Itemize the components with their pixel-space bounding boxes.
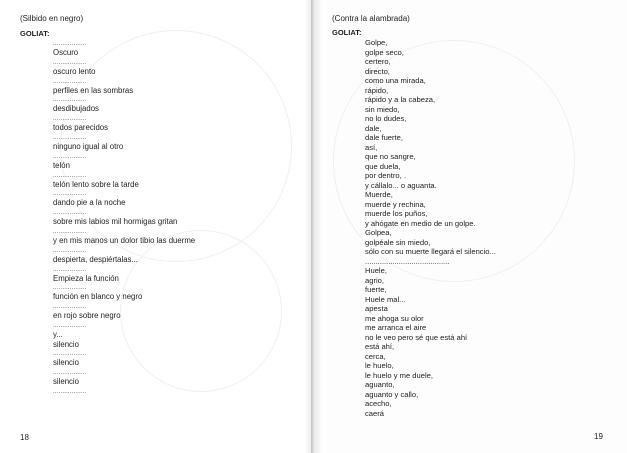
verse-line: todos parecidos xyxy=(53,123,109,133)
verse-line: sin miedo, xyxy=(365,104,400,114)
dotted-line: .................. xyxy=(53,350,87,357)
verse-line: sólo con su muerte llegará el silencio... xyxy=(365,247,496,256)
verse-line: golpe seco, xyxy=(365,47,404,57)
dotted-line: .................. xyxy=(53,41,87,47)
verse-line: silencio xyxy=(53,339,80,349)
verse-item xyxy=(53,60,293,79)
verse-item xyxy=(53,154,293,173)
verse-line: silencio xyxy=(53,376,80,386)
verse-line: y en mis manos un dolor tibio las duerme xyxy=(53,235,196,245)
verse-item xyxy=(53,116,293,135)
verse-line: agrio, xyxy=(365,275,384,285)
dotted-line: .................. xyxy=(53,266,87,273)
verse-line: directo, xyxy=(365,66,390,76)
right-page-verses xyxy=(365,38,605,418)
right-page-header: (Contra la alambrada) xyxy=(332,14,410,23)
verse-line: caerá xyxy=(365,408,384,418)
verse-line: rápido, xyxy=(365,85,389,95)
verse-item xyxy=(53,389,293,408)
verse-line: que no sangre, xyxy=(365,152,416,161)
verse-item xyxy=(53,79,293,98)
left-page-number: 18 xyxy=(20,433,29,442)
dotted-line: .................. xyxy=(53,285,87,292)
dotted-line: .................. xyxy=(53,210,87,217)
verse-line: Golpe, xyxy=(365,38,388,47)
verse-item xyxy=(53,135,293,154)
verse-item xyxy=(53,304,293,323)
verse-line: así, xyxy=(365,142,378,152)
verse-line: silencio xyxy=(53,357,80,367)
verse-line: aguanto, xyxy=(365,380,395,389)
verse-item xyxy=(53,323,293,351)
book-gutter xyxy=(304,0,322,453)
verse-item xyxy=(53,173,293,192)
verse-line: no le veo pero sé que está ahí xyxy=(365,332,468,342)
verse-line: y ahógate en medio de un golpe. xyxy=(365,218,476,228)
dotted-line: .................. xyxy=(53,304,87,311)
dotted-line: .................. xyxy=(53,153,87,160)
verse-line: despierta, despiértalas... xyxy=(53,254,138,264)
verse-line: desdibujados xyxy=(53,104,99,114)
dotted-line: .................. xyxy=(53,78,87,85)
dotted-line: .................. xyxy=(53,247,87,254)
verse-line: dale fuerte, xyxy=(365,133,403,142)
verse-item xyxy=(53,267,293,286)
verse-line: certero, xyxy=(365,57,391,66)
verse-line: y cállalo... o aguanta. xyxy=(365,180,437,190)
dotted-line: .................. xyxy=(53,172,87,179)
verse-item xyxy=(53,285,293,304)
verse-line: Empieza la función xyxy=(53,273,119,283)
verse-line: dando pie a la noche xyxy=(53,198,126,208)
verse-line: Huele, xyxy=(365,266,387,275)
verse-line: Muerde, xyxy=(365,190,393,199)
dotted-line: .................. xyxy=(53,228,87,235)
verse-line: apesta xyxy=(365,304,388,313)
verse-line: acecho, xyxy=(365,399,392,408)
verse-line: me ahoga su olor xyxy=(365,313,424,323)
dotted-line: .................. xyxy=(53,388,87,395)
verse-line: oscuro lento xyxy=(53,66,96,76)
verse-item xyxy=(53,229,293,248)
right-page-number: 19 xyxy=(594,432,603,441)
verse-line: Huele mal... xyxy=(365,294,406,304)
left-page-header: (Silbido en negro) xyxy=(20,14,84,23)
left-page-speaker: GOLIAT: xyxy=(20,29,50,38)
verse-line: muerde los puños, xyxy=(365,209,428,218)
verse-line: le huelo y me duele, xyxy=(365,370,433,380)
right-page-speaker: GOLIAT: xyxy=(332,28,362,37)
dotted-line: .................. xyxy=(53,116,87,123)
dotted-line: .................. xyxy=(53,369,87,376)
verse-line: perfiles en las sombras xyxy=(53,85,134,95)
verse-item xyxy=(53,191,293,210)
verse-line: ninguno igual al otro xyxy=(53,141,124,151)
dotted-line: .................. xyxy=(53,191,87,198)
verse-line: como una mirada, xyxy=(365,76,426,85)
verse-line: Golpea, xyxy=(365,228,392,237)
verse-line: por dentro, . xyxy=(365,171,406,180)
verse-line: función en blanco y negro xyxy=(53,292,143,302)
verse-line: está ahí, xyxy=(365,342,395,351)
verse-line: y... xyxy=(53,329,63,339)
verse-item xyxy=(53,248,293,267)
verse-line: rápido y a la cabeza, xyxy=(365,95,436,104)
verse-item xyxy=(53,210,293,229)
verse-line: cerca, xyxy=(365,351,386,361)
dotted-line: .................. xyxy=(53,59,87,66)
verse-item xyxy=(53,41,293,60)
verse-line: fuerte, xyxy=(365,285,387,294)
verse-line: telón xyxy=(53,160,70,170)
verse-line: que duela, xyxy=(365,161,401,171)
verse-item xyxy=(53,351,293,370)
verse-line: en rojo sobre negro xyxy=(53,311,121,321)
dotted-line: .................. xyxy=(53,97,87,104)
verse-line: sobre mis labios mil hormigas gritan xyxy=(53,217,178,227)
verse-line: telón lento sobre la tarde xyxy=(53,179,139,189)
dotted-line: .................. xyxy=(53,322,87,329)
verse-line: dale, xyxy=(365,123,382,133)
verse-item xyxy=(53,97,293,116)
dotted-line: .................. xyxy=(53,134,87,141)
left-page-verses xyxy=(53,41,293,407)
verse-line: Oscuro xyxy=(53,48,79,57)
verse-line: ........................................ xyxy=(365,256,450,266)
verse-line: golpéale sin miedo, xyxy=(365,237,431,247)
verse-line: aguanto y callo, xyxy=(365,389,419,399)
verse-line: le huelo, xyxy=(365,361,394,370)
verse-item xyxy=(53,370,293,389)
verse-line: me arranca el aire xyxy=(365,323,427,332)
verse-line: muerde y rechina, xyxy=(365,199,426,209)
verse-line: no lo dudes, xyxy=(365,114,407,123)
